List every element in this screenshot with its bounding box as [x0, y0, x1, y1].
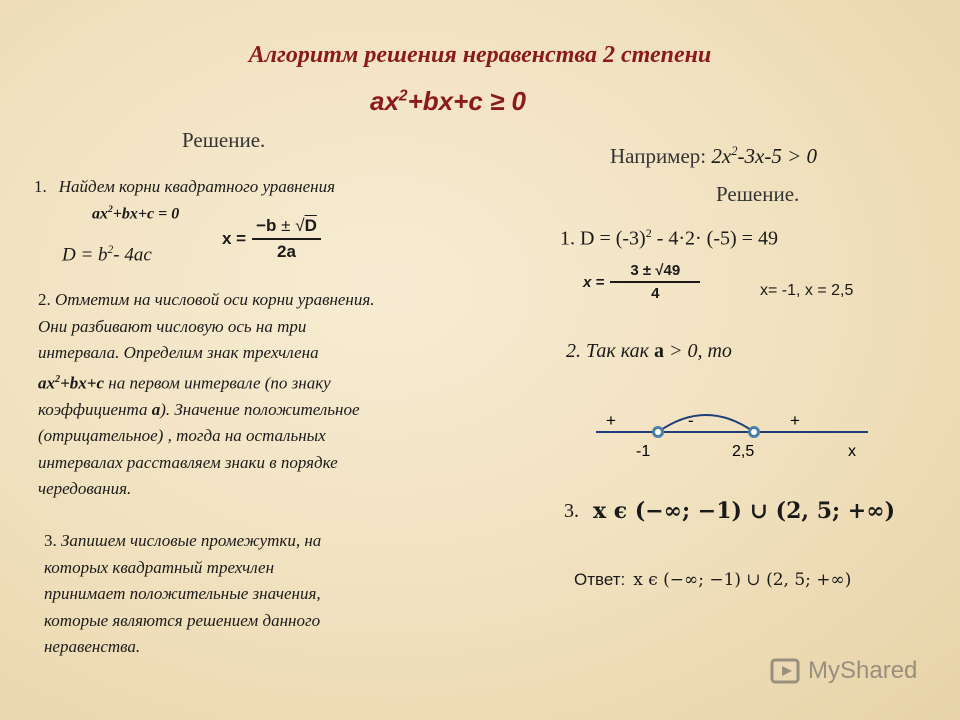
discriminant-formula: $D = b^2-$ 4ac — [62, 244, 152, 266]
example-root-formula: x = $\frac{3 \pm √49}{4}$ — [583, 262, 700, 302]
title-formula: $ax^2+bx+c \ge 0$ — [370, 86, 526, 116]
sign-minus: - — [688, 411, 694, 430]
example-line: Например: $2x^2-3x-5 > 0$ — [610, 144, 817, 168]
root-label-2: 2,5 — [732, 443, 755, 460]
roots-values: x= -1, x = 2,5 — [760, 282, 854, 299]
left-solution-heading: Решение. — [182, 128, 266, 152]
step2-condition: 2. Так как a > 0, то — [566, 340, 732, 362]
step3-interval: 3. x ϵ (−∞; −1) ∪ (2, 5; +∞) — [564, 498, 895, 524]
watermark: MyShared — [770, 656, 917, 686]
axis-label: x — [848, 443, 856, 460]
sign-plus-left: + — [606, 411, 616, 430]
step1-text: 1. Найдем корни квадратного уравнения — [34, 177, 335, 196]
root-formula: x = $\frac{-b \pm √D}{2a}$ — [222, 216, 321, 262]
sign-plus-right: + — [790, 411, 800, 430]
slide-title: Алгоритм решения неравенства 2 степени — [248, 42, 712, 68]
sign-arc — [658, 415, 754, 432]
step3-text: 3. Запишем числовые промежутки, на которых квадратный трехчлен принимает положительные значения, которые являются решением данного неравенства. — [44, 531, 322, 656]
discriminant-calc: 1. $D = (-3)^2 - 4\cdot 2\cdot (-5) = 49$ — [560, 226, 778, 250]
step2-text: 2. Отметим на числовой оси корни уравнения. Они разбивают числовую ось на три интервала. Определим знак трехчлена $ax^2+bx+c$ на первом интервале (по знаку коэффициента a). Значение положительное (отрицательное) , тогда на остальных интервалах расставляем знаки в порядке чередования. — [38, 290, 375, 499]
number-line — [590, 400, 880, 470]
right-solution-heading: Решение. — [716, 182, 800, 206]
step1-equation: $ax^2+bx+c = 0$ — [92, 204, 180, 223]
root-label-1: -1 — [636, 443, 651, 460]
root-point-2 — [750, 428, 759, 437]
root-point-1 — [654, 428, 663, 437]
answer-line: Ответ: x ϵ (−∞; −1) ∪ (2, 5; +∞) — [574, 570, 852, 590]
watermark-logo-icon — [770, 656, 804, 686]
